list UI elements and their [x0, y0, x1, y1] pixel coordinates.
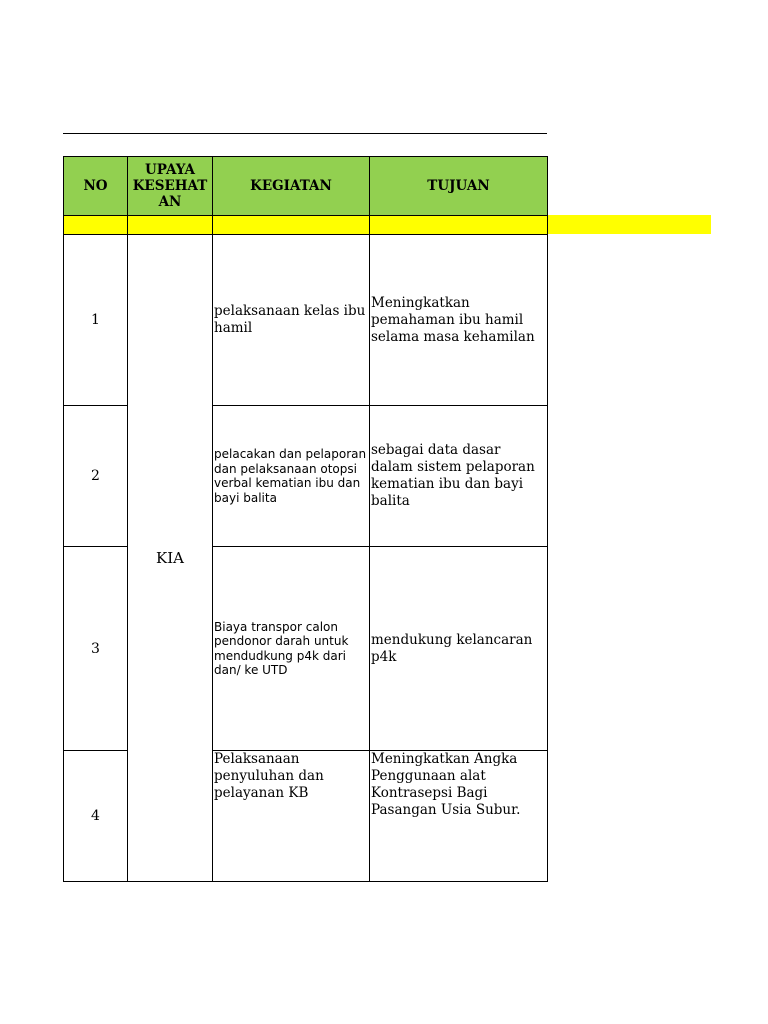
upaya-kesehatan-cell: KIA [128, 235, 213, 882]
kegiatan-cell: Biaya transpor calon pendonor darah untuk mendudkung p4k dari dan/ ke UTD [213, 547, 370, 751]
tujuan-cell: Meningkatkan Angka Penggunaan alat Kontrasepsi Bagi Pasangan Usia Subur. [370, 751, 548, 882]
header-upaya-kesehatan: UPAYA KESEHAT AN [128, 157, 213, 216]
tujuan-cell: Meningkatkan pemahaman ibu hamil selama masa kehamilan [370, 235, 548, 406]
row-number: 1 [64, 235, 128, 406]
header-tujuan: TUJUAN [370, 157, 548, 216]
row-number: 2 [64, 406, 128, 547]
header-no: NO [64, 157, 128, 216]
top-rule-line [63, 133, 547, 134]
kegiatan-cell: pelacakan dan pelaporan dan pelaksanaan otopsi verbal kematian ibu dan bayi balita [213, 406, 370, 547]
yellow-band-row [64, 216, 548, 235]
table-header-row [64, 157, 548, 216]
band-cell [370, 216, 548, 235]
kegiatan-cell: Pelaksanaan penyuluhan dan pelayanan KB [213, 751, 370, 882]
tujuan-cell: mendukung kelancaran p4k [370, 547, 548, 751]
band-cell [128, 216, 213, 235]
header-kegiatan: KEGIATAN [213, 157, 370, 216]
table-row [64, 235, 548, 406]
row-number: 4 [64, 751, 128, 882]
row-number: 3 [64, 547, 128, 751]
band-cell [213, 216, 370, 235]
band-cell [64, 216, 128, 235]
tujuan-cell: sebagai data dasar dalam sistem pelaporan kematian ibu dan bayi balita [370, 406, 548, 547]
kegiatan-cell: pelaksanaan kelas ibu hamil [213, 235, 370, 406]
activity-table [63, 156, 548, 882]
